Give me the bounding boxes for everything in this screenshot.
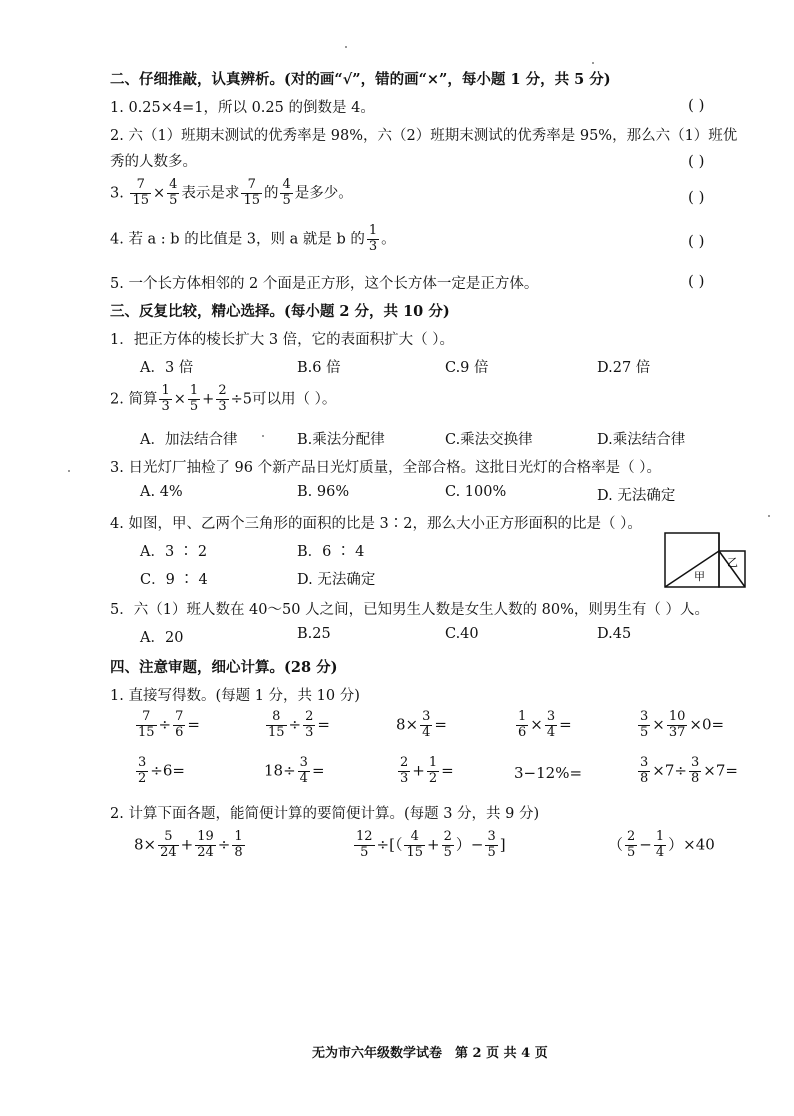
- fraction: $\frac{4}{15}$: [406, 829, 424, 860]
- fraction: $\frac{12}{5}$: [356, 829, 373, 860]
- s3-question-1: 1．把正方体的棱长扩大 3 倍，它的表面积扩大（ ）。: [110, 332, 455, 348]
- calc-r2-3: $\frac{2}{3}$ + $\frac{1}{2}$ =: [400, 755, 454, 786]
- calc-r1-3: 8× $\frac{3}{4}$ =: [396, 709, 447, 740]
- s4-part-2: 2. 计算下面各题，能简便计算的要简便计算。(每题 3 分，共 9 分): [110, 806, 540, 822]
- fraction: $\frac{3}{4}$: [546, 709, 556, 740]
- s3-question-2: 2. 简算 $\frac{1}{3}$ × $\frac{1}{5}$ + $\frac{2}{3}$ ÷5可以用（ ）。: [110, 383, 337, 414]
- fraction: $\frac{1}{5}$: [189, 383, 199, 414]
- s2-answer-paren-4: ( ): [688, 232, 705, 250]
- s4-part-1: 1. 直接写得数。(每题 1 分，共 10 分): [110, 688, 360, 704]
- fraction: $\frac{1}{4}$: [655, 829, 665, 860]
- q3-number: 3.: [110, 185, 124, 202]
- s2-question-5: 5. 一个长方体相邻的 2 个面是正方形，这个长方体一定是正方体。: [110, 276, 539, 292]
- s3-q2-option-a: A．加法结合律: [140, 432, 238, 448]
- fraction: $\frac{1}{2}$: [428, 755, 438, 786]
- s3-q4-option-d: D. 无法确定: [297, 572, 376, 588]
- calc-r2-5: $\frac{3}{8}$ ×7÷ $\frac{3}{8}$ ×7=: [640, 755, 738, 786]
- scan-speck: [262, 435, 264, 437]
- s3-q5-option-c: C.40: [445, 626, 479, 642]
- s3-q2-option-d: D.乘法结合律: [597, 432, 686, 448]
- calc-r1-5: $\frac{3}{5}$ × $\frac{10}{37}$ ×0=: [640, 709, 725, 740]
- s3-q3-option-b: B. 96%: [297, 484, 350, 500]
- triangle-jia-edge: [665, 551, 719, 587]
- s3-q2-option-c: C.乘法交换律: [445, 432, 533, 448]
- s3-q1-option-d: D.27 倍: [597, 360, 651, 376]
- s3-q2-option-b: B.乘法分配律: [297, 432, 385, 448]
- calc-r1-4: $\frac{1}{6}$ × $\frac{3}{4}$ =: [518, 709, 572, 740]
- s2-answer-paren-3: ( ): [688, 188, 705, 206]
- large-square: [665, 533, 719, 587]
- label-jia: 甲: [694, 570, 705, 583]
- calc-r2-1: $\frac{3}{2}$ ÷6=: [138, 755, 185, 786]
- s3-q4-option-a: A．3 ∶ 2: [140, 544, 208, 560]
- s2-answer-paren-2: ( ): [688, 152, 705, 170]
- s3-q5-option-d: D.45: [597, 626, 632, 642]
- squares-figure: [664, 532, 746, 588]
- calc-c1: 8× $\frac{5}{24}$ + $\frac{19}{24}$ ÷ $\frac{1}{8}$: [134, 829, 243, 860]
- section3-heading: 三、反复比较，精心选择。(每小题 2 分，共 10 分): [110, 303, 450, 320]
- fraction: $\frac{2}{5}$: [443, 829, 452, 860]
- fraction: $\frac{7}{6}$: [175, 709, 184, 740]
- fraction: $\frac{19}{24}$: [197, 829, 214, 860]
- fraction: $\frac{3}{2}$: [138, 755, 147, 786]
- fraction: $\frac{1}{3}$: [161, 383, 170, 414]
- s3-q3-option-a: A. 4%: [140, 484, 183, 500]
- s3-question-5: 5．六（1）班人数在 40～50 人之间，已知男生人数是女生人数的 80%，则男生有（ ）人。: [110, 602, 710, 618]
- calc-r1-1: $\frac{7}{15}$ ÷ $\frac{7}{6}$ =: [138, 709, 200, 740]
- s3-q4-option-c: C．9 ∶ 4: [140, 572, 208, 588]
- fraction: $\frac{3}{5}$: [640, 709, 649, 740]
- s3-q1-option-c: C.9 倍: [445, 360, 489, 376]
- label-yi: 乙: [727, 556, 738, 569]
- calc-c3: （ $\frac{2}{5}$ − $\frac{1}{4}$ ）×40: [608, 829, 715, 860]
- s3-question-4: 4. 如图，甲、乙两个三角形的面积的比是 3∶2，那么大小正方形面积的比是（ ）。: [110, 516, 642, 532]
- s3-q4-option-b: B．6 ∶ 4: [297, 544, 365, 560]
- fraction: $\frac{7}{15}$: [243, 177, 260, 208]
- fraction: $\frac{3}{4}$: [299, 755, 308, 786]
- scan-speck: [68, 470, 70, 472]
- section2-heading: 二、仔细推敲，认真辨析。(对的画“√”，错的画“×”，每小题 1 分，共 5 分): [110, 71, 611, 88]
- fraction: $\frac{2}{3}$: [305, 709, 314, 740]
- fraction: $\frac{1}{8}$: [234, 829, 243, 860]
- fraction: $\frac{1}{3}$: [368, 223, 378, 254]
- fraction: $\frac{5}{24}$: [160, 829, 177, 860]
- page-footer: 无为市六年级数学试卷 第 2 页 共 4 页: [312, 1046, 548, 1061]
- fraction: $\frac{3}{5}$: [487, 829, 496, 860]
- fraction: $\frac{10}{37}$: [668, 709, 686, 740]
- s3-q5-option-b: B.25: [297, 626, 331, 642]
- scan-speck: [345, 46, 347, 48]
- s2-question-3: 3. $\frac{7}{15}$ × $\frac{4}{5}$ 表示是求 $\frac{7}{15}$ 的 $\frac{4}{5}$ 是多少。: [110, 177, 353, 208]
- fraction: $\frac{7}{15}$: [132, 177, 149, 208]
- s3-q3-option-d: D. 无法确定: [597, 488, 676, 504]
- section4-heading: 四、注意审题，细心计算。(28 分): [110, 659, 338, 676]
- calc-r2-2: 18÷ $\frac{3}{4}$ =: [264, 755, 325, 786]
- fraction: $\frac{4}{5}$: [169, 177, 178, 208]
- s2-answer-paren-5: ( ): [688, 272, 705, 290]
- calc-r2-4: 3−12%=: [514, 764, 583, 782]
- scan-speck: [768, 515, 770, 517]
- fraction: $\frac{7}{15}$: [138, 709, 155, 740]
- s2-question-1: 1. 0.25×4=1，所以 0.25 的倒数是 4。: [110, 100, 375, 116]
- s3-q1-option-a: A．3 倍: [140, 360, 194, 376]
- s2-question-2-line2: 秀的人数多。: [110, 154, 197, 170]
- s3-q1-option-b: B.6 倍: [297, 360, 341, 376]
- s3-q3-option-c: C. 100%: [445, 484, 507, 500]
- fraction: $\frac{3}{4}$: [422, 709, 431, 740]
- fraction: $\frac{4}{5}$: [282, 177, 291, 208]
- scan-speck: [592, 62, 594, 64]
- fraction: $\frac{3}{8}$: [690, 755, 700, 786]
- fraction: $\frac{2}{5}$: [627, 829, 636, 860]
- fraction: $\frac{2}{3}$: [400, 755, 409, 786]
- fraction: $\frac{2}{3}$: [218, 383, 227, 414]
- calc-r1-2: $\frac{8}{15}$ ÷ $\frac{2}{3}$ =: [268, 709, 330, 740]
- s2-question-2-line1: 2. 六（1）班期末测试的优秀率是 98%，六（2）班期末测试的优秀率是 95%，那么六（1）班优: [110, 128, 738, 144]
- fraction: $\frac{8}{15}$: [268, 709, 285, 740]
- s3-question-3: 3. 日光灯厂抽检了 96 个新产品日光灯质量，全部合格。这批日光灯的合格率是（ ）。: [110, 460, 661, 476]
- s3-q5-option-a: A．20: [140, 630, 184, 646]
- fraction: $\frac{1}{6}$: [518, 709, 527, 740]
- calc-c2: $\frac{12}{5}$ ÷[（ $\frac{4}{15}$ + $\frac{2}{5}$ ）− $\frac{3}{5}$ ]: [356, 829, 506, 860]
- s2-answer-paren-1: ( ): [688, 96, 705, 114]
- s2-question-4: 4. 若 a : b 的比值是 3，则 a 就是 b 的 $\frac{1}{3}$ 。: [110, 223, 396, 254]
- fraction: $\frac{3}{8}$: [640, 755, 649, 786]
